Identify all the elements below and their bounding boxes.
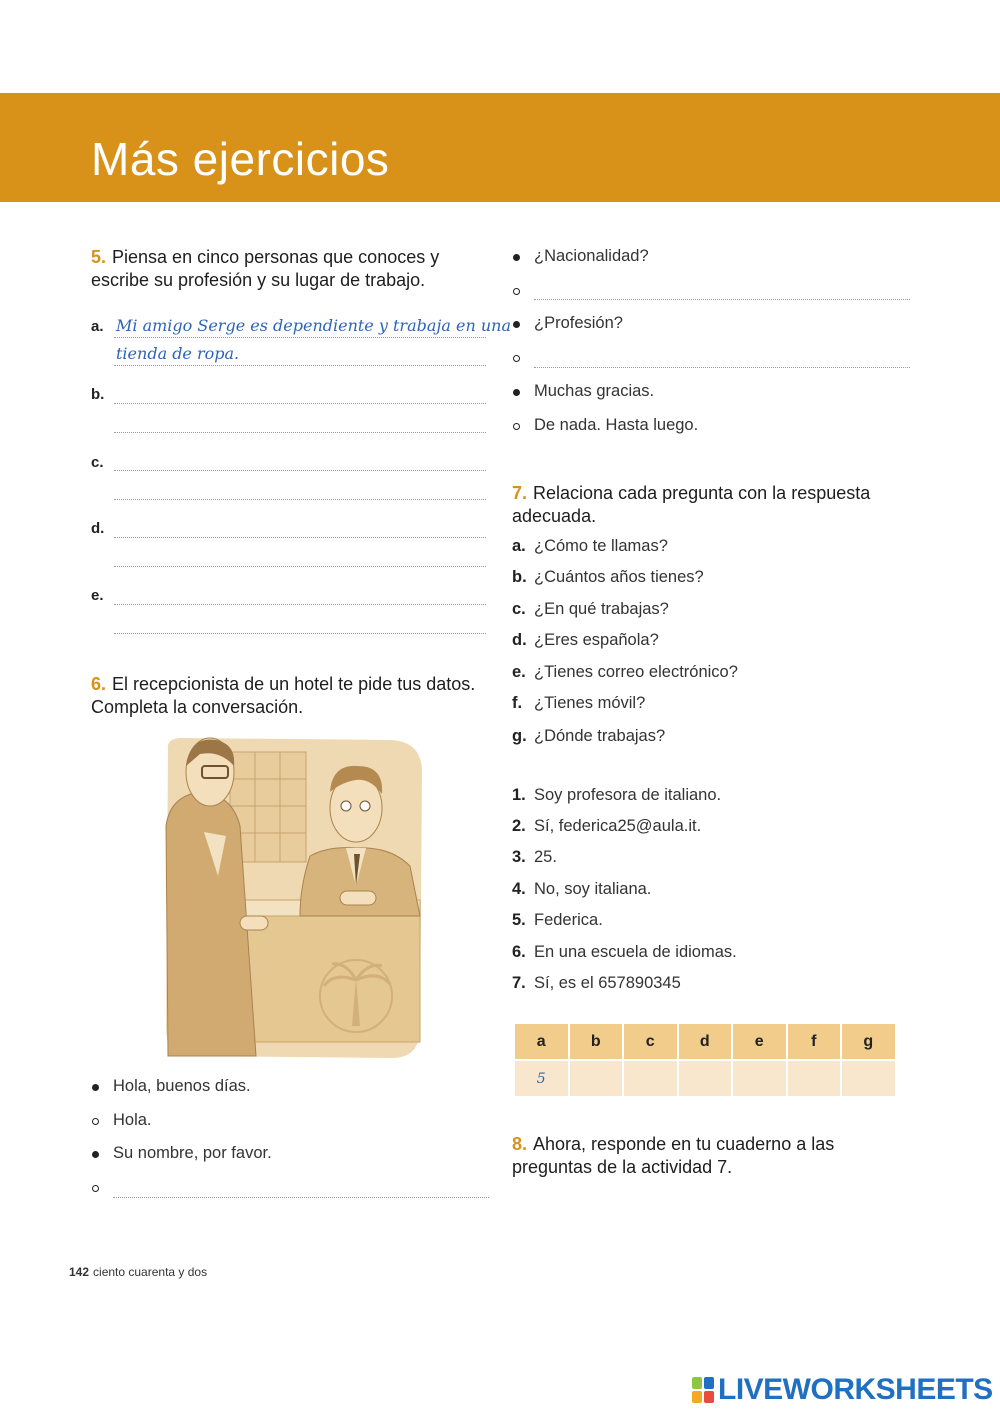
answer-input-b1[interactable] xyxy=(114,403,486,404)
table-header-c: c xyxy=(623,1023,678,1060)
answer-item: 2. Sí, federica25@aula.it. xyxy=(512,817,702,835)
bullet-filled xyxy=(92,1084,99,1091)
answer-input-c1[interactable] xyxy=(114,470,486,471)
exercise-number: 5. xyxy=(91,247,107,267)
answer-input-profession[interactable] xyxy=(534,367,910,368)
matching-table xyxy=(513,1022,897,1098)
bullet-open xyxy=(92,1118,99,1125)
dialog-line: Hola, buenos días. xyxy=(113,1077,251,1095)
page-number-words: ciento cuarenta y dos xyxy=(93,1265,208,1279)
answer-item: 4. No, soy italiana. xyxy=(512,880,652,898)
answer-input-d1[interactable] xyxy=(114,537,486,538)
hotel-reception-illustration xyxy=(160,736,426,1062)
exercise-instruction: Relaciona cada pregunta con la respuesta adecuada. xyxy=(512,483,871,526)
table-header-b: b xyxy=(569,1023,624,1060)
answer-item: 3. 25. xyxy=(512,848,557,866)
table-header-d: d xyxy=(678,1023,733,1060)
answer-input-e1[interactable] xyxy=(114,604,486,605)
answer-item: 7. Sí, es el 657890345 xyxy=(512,974,681,992)
answer-row-b xyxy=(91,386,111,410)
logo-text: LIVEWORKSHEETS xyxy=(718,1373,993,1406)
table-answer-b[interactable] xyxy=(569,1060,624,1097)
answer-row-c xyxy=(91,454,111,478)
answer-input-b2[interactable] xyxy=(114,432,486,433)
table-header-f: f xyxy=(787,1023,842,1060)
exercise-instruction: Ahora, responde en tu cuaderno a las preguntas de la actividad 7. xyxy=(512,1134,835,1177)
bullet-filled xyxy=(513,389,520,396)
table-header-a: a xyxy=(514,1023,569,1060)
exercise-number: 7. xyxy=(512,483,528,503)
bullet-filled xyxy=(92,1151,99,1158)
answer-input-c2[interactable] xyxy=(114,499,486,500)
bullet-filled xyxy=(513,254,520,261)
page-title: Más ejercicios xyxy=(91,133,390,185)
answer-item: 6. En una escuela de idiomas. xyxy=(512,943,737,961)
answer-input-e2[interactable] xyxy=(114,633,486,634)
dialog-line: ¿Profesión? xyxy=(534,314,623,332)
bullet-filled xyxy=(513,321,520,328)
bullet-open xyxy=(92,1185,99,1192)
handwritten-answer-line1[interactable]: Mi amigo Serge es dependiente y trabaja en una xyxy=(116,316,511,335)
table-answer-f[interactable] xyxy=(787,1060,842,1097)
table-answer-a[interactable]: 5 xyxy=(514,1060,569,1097)
question-item: b. ¿Cuántos años tienes? xyxy=(512,568,704,586)
dialog-line: ¿Nacionalidad? xyxy=(534,247,649,265)
item-letter: a. xyxy=(91,318,104,335)
question-item: g. ¿Dónde trabajas? xyxy=(512,727,666,745)
exercise-5-title xyxy=(91,246,491,292)
question-item: e. ¿Tienes correo electrónico? xyxy=(512,663,738,681)
dotted-line xyxy=(114,337,486,338)
exercise-8-title xyxy=(512,1133,912,1179)
table-answer-d[interactable] xyxy=(678,1060,733,1097)
dialog-line: Muchas gracias. xyxy=(534,382,655,400)
item-letter: e. xyxy=(91,587,104,604)
answer-input-d2[interactable] xyxy=(114,566,486,567)
question-item: f. ¿Tienes móvil? xyxy=(512,694,646,712)
exercise-7-title xyxy=(512,482,922,528)
table-answer-c[interactable] xyxy=(623,1060,678,1097)
table-answer-g[interactable] xyxy=(841,1060,896,1097)
bullet-open xyxy=(513,355,520,362)
table-header-g: g xyxy=(841,1023,896,1060)
question-item: d. ¿Eres española? xyxy=(512,631,659,649)
item-letter: c. xyxy=(91,454,104,471)
item-letter: d. xyxy=(91,520,105,537)
question-item: c. ¿En qué trabajas? xyxy=(512,600,669,618)
dialog-line: De nada. Hasta luego. xyxy=(534,416,699,434)
liveworksheets-mark-icon xyxy=(692,1377,714,1403)
exercise-instruction: Piensa en cinco personas que conoces y escribe su profesión y su lugar de trabajo. xyxy=(91,247,440,290)
exercise-instruction: El recepcionista de un hotel te pide tus datos. Completa la conversación. xyxy=(91,674,476,717)
table-answer-e[interactable] xyxy=(732,1060,787,1097)
exercise-6-title xyxy=(91,673,491,719)
liveworksheets-logo xyxy=(692,1373,993,1407)
answer-item: 5. Federica. xyxy=(512,911,603,929)
answer-input-name[interactable] xyxy=(113,1197,489,1198)
item-letter: b. xyxy=(91,386,105,403)
exercise-number: 8. xyxy=(512,1134,528,1154)
question-item: a. ¿Cómo te llamas? xyxy=(512,537,668,555)
dialog-line: Hola. xyxy=(113,1111,152,1129)
bullet-open xyxy=(513,288,520,295)
exercise-number: 6. xyxy=(91,674,107,694)
table-header-e: e xyxy=(732,1023,787,1060)
dialog-line: Su nombre, por favor. xyxy=(113,1144,272,1162)
answer-row-d xyxy=(91,520,111,544)
bullet-open xyxy=(513,423,520,430)
page-footer xyxy=(69,1265,207,1279)
page-number: 142 xyxy=(69,1265,90,1279)
handwritten-answer-line2[interactable]: tienda de ropa. xyxy=(116,344,240,363)
answer-input-nationality[interactable] xyxy=(534,299,910,300)
answer-item: 1. Soy profesora de italiano. xyxy=(512,786,722,804)
answer-row-e xyxy=(91,587,111,611)
dotted-line xyxy=(114,365,486,366)
